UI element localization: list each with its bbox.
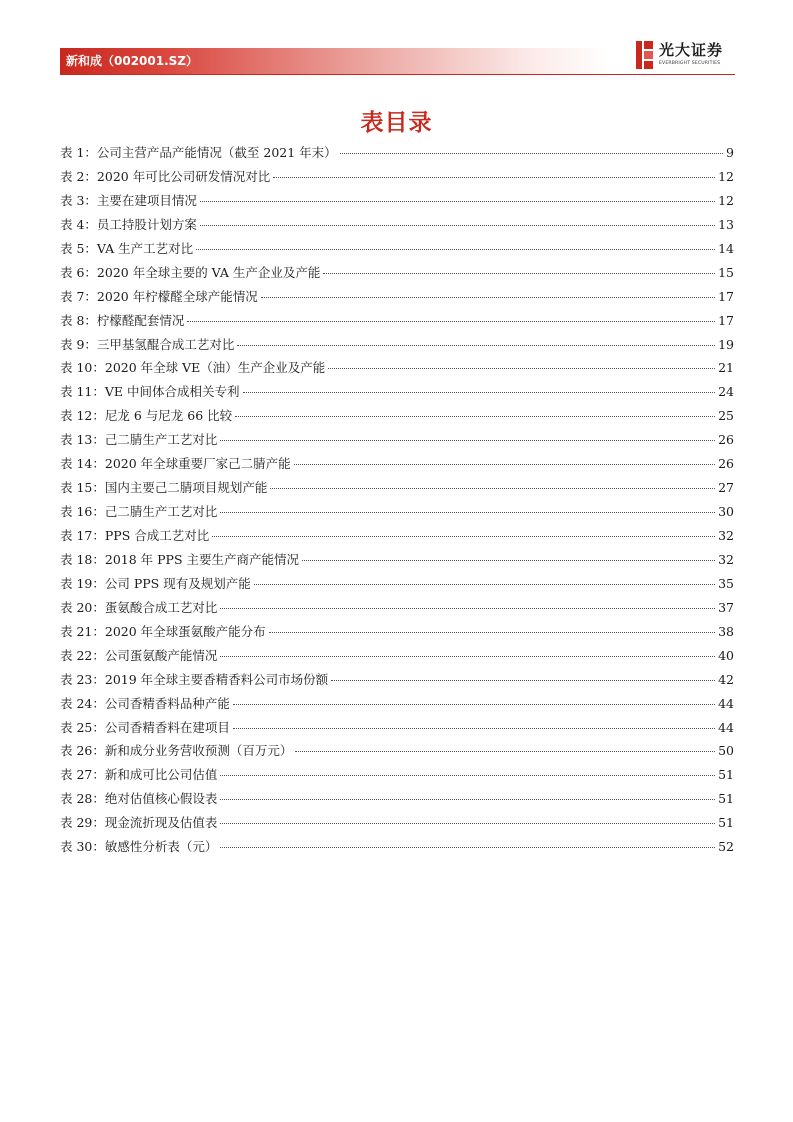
toc-entry-page: 50 <box>718 743 734 759</box>
toc-leader-dots <box>254 571 715 585</box>
toc-leader-dots <box>295 738 715 752</box>
toc-entry-label: 表 25：公司香精香料在建项目 <box>60 719 230 735</box>
brand-name-en: EVERBRIGHT SECURITIES <box>659 61 721 66</box>
toc-entry-label: 表 20：蛋氨酸合成工艺对比 <box>60 599 218 615</box>
toc-entry-label: 表 27：新和成可比公司估值 <box>60 767 218 783</box>
toc-entry-label: 表 26：新和成分业务营收预测（百万元） <box>60 743 293 759</box>
brand-name-cn: 光大证券 <box>659 41 724 59</box>
toc-entry-label: 表 17：PPS 合成工艺对比 <box>60 528 210 543</box>
toc-leader-dots <box>200 212 715 226</box>
toc-leader-dots <box>269 619 715 633</box>
toc-entry-page: 44 <box>718 695 734 711</box>
toc-entry-page: 32 <box>718 528 734 543</box>
toc-entry-page: 17 <box>718 312 734 328</box>
table-of-tables <box>60 143 734 861</box>
toc-leader-dots <box>220 834 715 848</box>
toc-entry-page: 32 <box>718 551 734 567</box>
toc-entry-page: 38 <box>718 623 734 639</box>
toc-entry-page: 51 <box>718 767 734 783</box>
toc-leader-dots <box>323 260 715 274</box>
toc-leader-dots <box>340 140 723 154</box>
toc-entry-label: 表 9：三甲基氢醌合成工艺对比 <box>60 336 235 352</box>
toc-entry-label: 表 4：员工持股计划方案 <box>60 216 197 232</box>
toc-entry-page: 9 <box>726 145 734 160</box>
toc-leader-dots <box>237 332 715 346</box>
toc-leader-dots <box>196 236 715 250</box>
toc-entry-page: 14 <box>718 240 734 256</box>
toc-entry-page: 51 <box>718 815 734 831</box>
toc-entry-label: 表 18：2018 年 PPS 主要生产商产能情况 <box>60 551 299 567</box>
toc-entry-page: 19 <box>718 336 734 352</box>
toc-entry-label: 表 16：己二腈生产工艺对比 <box>60 504 218 520</box>
toc-entry-page: 13 <box>718 216 734 232</box>
toc-entry-label: 表 30：敏感性分析表（元） <box>60 839 218 855</box>
toc-entry-label: 表 11：VE 中间体合成相关专利 <box>60 384 240 400</box>
everbright-logo-icon <box>636 41 653 69</box>
toc-entry-page: 42 <box>718 671 734 687</box>
toc-entry-label: 表 7：2020 年柠檬醛全球产能情况 <box>60 288 258 304</box>
toc-entry-page: 26 <box>718 432 734 448</box>
toc-leader-dots <box>294 451 715 465</box>
toc-leader-dots <box>220 427 715 441</box>
toc-leader-dots <box>220 643 715 657</box>
header-rule <box>60 74 735 75</box>
toc-entry-label: 表 2：2020 年可比公司研发情况对比 <box>60 168 271 184</box>
toc-entry-label: 表 8：柠檬醛配套情况 <box>60 312 185 328</box>
toc-entry-page: 27 <box>718 480 734 496</box>
toc-entry-label: 表 29：现金流折现及估值表 <box>60 815 218 831</box>
toc-entry-page: 44 <box>718 719 734 735</box>
toc-entry-page: 40 <box>718 647 734 663</box>
toc-entry-page: 21 <box>718 360 734 376</box>
toc-entry-page: 26 <box>718 456 734 472</box>
toc-title: 表目录 <box>360 110 433 136</box>
toc-leader-dots <box>331 667 715 681</box>
toc-entry-label: 表 22：公司蛋氨酸产能情况 <box>60 647 218 663</box>
toc-leader-dots <box>220 786 715 800</box>
toc-leader-dots <box>261 284 715 298</box>
toc-entry-label: 表 15：国内主要己二腈项目规划产能 <box>60 480 268 496</box>
toc-leader-dots <box>273 164 715 178</box>
toc-leader-dots <box>270 475 715 489</box>
toc-leader-dots <box>243 379 716 393</box>
toc-entry-label: 表 10：2020 年全球 VE（油）生产企业及产能 <box>60 360 326 376</box>
toc-entry-label: 表 13：己二腈生产工艺对比 <box>60 432 218 448</box>
toc-entry-label: 表 12：尼龙 6 与尼龙 66 比较 <box>60 408 233 424</box>
toc-entry-label: 表 24：公司香精香料品种产能 <box>60 695 230 711</box>
toc-leader-dots <box>200 188 715 202</box>
toc-leader-dots <box>235 403 715 417</box>
toc-leader-dots <box>302 547 715 561</box>
toc-leader-dots <box>220 595 715 609</box>
toc-entry-page: 17 <box>718 288 734 304</box>
toc-entry-page: 24 <box>718 384 734 400</box>
toc-entry-page: 12 <box>718 192 734 208</box>
toc-leader-dots <box>233 691 715 705</box>
toc-entry-label: 表 21：2020 年全球蛋氨酸产能分布 <box>60 623 266 639</box>
toc-entry-label: 表 28：绝对估值核心假设表 <box>60 791 218 807</box>
header-title: 新和成（002001.SZ） <box>66 54 199 68</box>
toc-leader-dots <box>220 762 715 776</box>
toc-leader-dots <box>233 715 715 729</box>
toc-entry-page: 52 <box>718 839 734 855</box>
toc-leader-dots <box>220 499 715 513</box>
toc-leader-dots <box>328 355 715 369</box>
toc-entry-page: 37 <box>718 599 734 615</box>
toc-entry-label: 表 1：公司主营产品产能情况（截至 2021 年末） <box>60 145 337 160</box>
toc-entry[interactable] <box>60 837 734 861</box>
toc-leader-dots <box>220 810 715 824</box>
toc-entry-page: 51 <box>718 791 734 807</box>
toc-entry-label: 表 14：2020 年全球重要厂家己二腈产能 <box>60 456 291 472</box>
toc-leader-dots <box>212 523 715 537</box>
brand-logo <box>636 41 736 71</box>
toc-entry-label: 表 5：VA 生产工艺对比 <box>60 240 194 256</box>
toc-entry-page: 12 <box>718 168 734 184</box>
toc-entry-page: 15 <box>718 264 734 280</box>
toc-entry-page: 35 <box>718 575 734 591</box>
toc-entry-label: 表 3：主要在建项目情况 <box>60 192 197 208</box>
toc-entry-page: 25 <box>718 408 734 424</box>
toc-entry-label: 表 6：2020 年全球主要的 VA 生产企业及产能 <box>60 264 321 280</box>
toc-entry-page: 30 <box>718 504 734 520</box>
toc-entry-label: 表 23：2019 年全球主要香精香料公司市场份额 <box>60 671 329 687</box>
toc-leader-dots <box>187 308 715 322</box>
toc-entry-label: 表 19：公司 PPS 现有及规划产能 <box>60 575 251 591</box>
